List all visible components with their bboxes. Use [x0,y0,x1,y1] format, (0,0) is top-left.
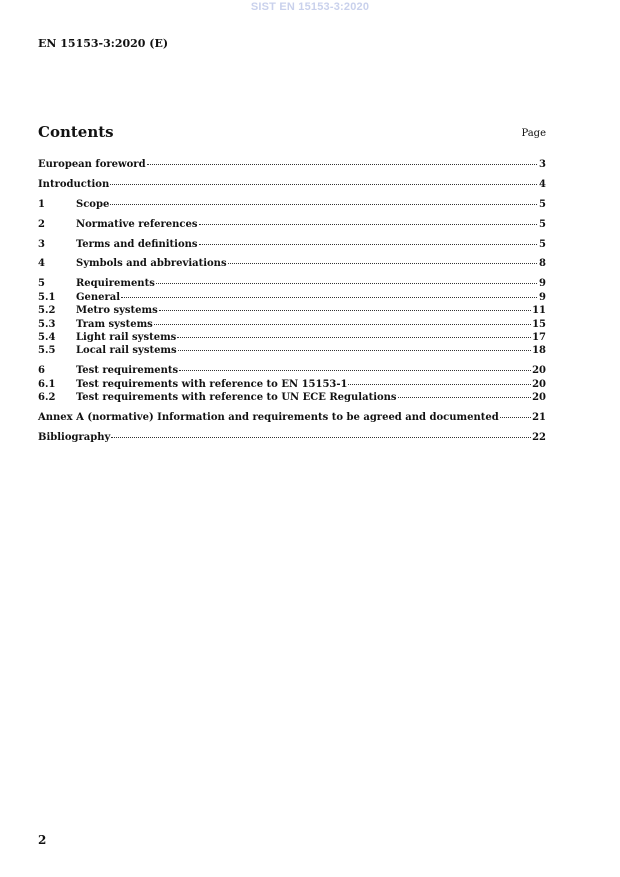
toc-entry-title: Bibliography [38,431,111,443]
toc-entry-number: 5.3 [38,318,56,330]
toc-entry-title: Requirements [76,278,155,290]
toc-entry[interactable] [38,391,546,404]
toc-entry-page: 18 [532,345,546,357]
toc-entry-title: Scope [76,198,110,210]
toc-entry-title: General [76,291,121,303]
toc-entry-number: 2 [38,218,45,230]
dot-leader [199,244,537,245]
toc-entry[interactable] [38,318,546,331]
toc-entry-title: Test requirements [76,365,179,377]
toc-entry-number: 6.2 [38,391,56,403]
dot-leader [179,370,531,371]
toc-entry-page: 20 [532,378,546,390]
toc-entry[interactable] [38,364,546,377]
toc-entry-page: 5 [539,198,546,210]
toc-entry[interactable] [38,378,546,391]
toc-entry-number: 5.5 [38,345,56,357]
toc-entry-page: 17 [532,331,546,343]
dot-leader [110,204,537,205]
toc-entry[interactable] [38,431,546,444]
toc-entry[interactable] [38,218,546,231]
dot-leader [199,224,538,225]
toc-entry[interactable] [38,291,546,304]
toc-entry-page: 15 [532,318,546,330]
dot-leader [177,337,531,338]
toc-entry-number: 5.4 [38,331,56,343]
toc-entry-page: 9 [539,291,546,303]
toc-entry-number: 6 [38,365,45,377]
toc-entry[interactable] [38,411,546,424]
toc-entry-number: 4 [38,258,45,270]
dot-leader [500,417,531,418]
table-of-contents [38,158,546,444]
toc-entry-number: 6.1 [38,378,56,390]
toc-entry[interactable] [38,238,546,251]
toc-entry-title: Test requirements with reference to EN 15153-1 [76,378,348,390]
toc-entry-number: 5 [38,278,45,290]
page-column-label: Page [521,128,546,139]
toc-entry[interactable] [38,344,546,357]
toc-entry-page: 9 [539,278,546,290]
dot-leader [111,437,531,438]
page-number: 2 [38,833,47,847]
toc-entry-page: 5 [539,218,546,230]
toc-entry-title: Annex A (normative) Information and requirements to be agreed and documented [38,411,499,423]
toc-entry-page: 8 [539,258,546,270]
toc-entry-page: 21 [532,411,546,423]
toc-entry-title: Normative references [76,218,198,230]
toc-entry[interactable] [38,331,546,344]
toc-entry[interactable] [38,304,546,317]
toc-entry[interactable] [38,158,546,171]
toc-entry-title: Introduction [38,178,110,190]
dot-leader [228,263,537,264]
contents-title: Contents [38,123,114,141]
toc-entry-page: 3 [539,159,546,170]
toc-entry-title: Test requirements with reference to UN ECE Regulations [76,391,397,403]
watermark: SIST EN 15153-3:2020 [250,1,370,13]
dot-leader [147,164,537,165]
toc-entry[interactable] [38,277,546,290]
toc-entry-title: Tram systems [76,318,153,330]
dot-leader [156,283,537,284]
toc-entry-title: Local rail systems [76,345,177,357]
toc-entry[interactable] [38,178,546,191]
toc-entry[interactable] [38,257,546,270]
toc-entry-page: 20 [532,365,546,377]
toc-entry-title: Light rail systems [76,331,177,343]
toc-entry[interactable] [38,198,546,211]
toc-entry-page: 11 [532,305,546,317]
toc-entry-title: Symbols and abbreviations [76,258,227,270]
toc-entry-number: 1 [38,198,45,210]
toc-entry-page: 22 [532,431,546,443]
toc-entry-page: 4 [539,178,546,190]
toc-entry-page: 20 [532,391,546,403]
toc-entry-page: 5 [539,238,546,250]
dot-leader [348,384,531,385]
toc-entry-number: 3 [38,238,45,250]
dot-leader [159,310,531,311]
dot-leader [110,184,537,185]
dot-leader [398,397,532,398]
toc-entry-title: European foreword [38,159,146,170]
dot-leader [178,350,531,351]
toc-entry-title: Terms and definitions [76,238,198,250]
dot-leader [121,297,537,298]
toc-entry-title: Metro systems [76,305,158,317]
document-id: EN 15153-3:2020 (E) [38,37,169,50]
toc-entry-number: 5.2 [38,305,56,317]
toc-entry-number: 5.1 [38,291,56,303]
dot-leader [154,324,531,325]
